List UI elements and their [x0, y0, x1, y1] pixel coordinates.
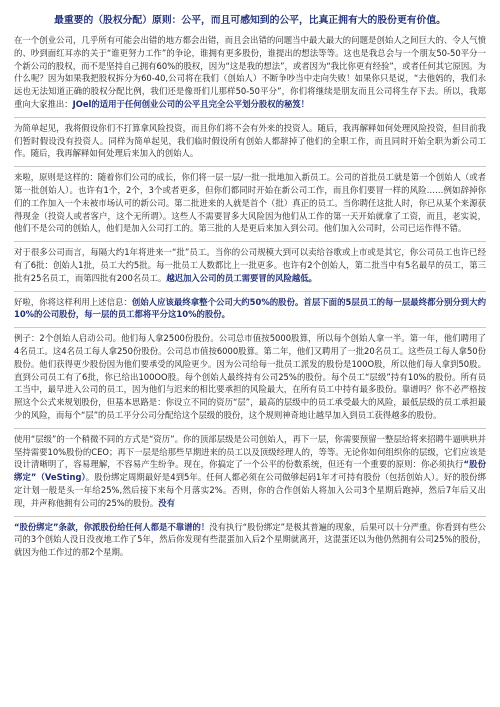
highlighted-text: 没有: [158, 497, 175, 508]
paragraph-divider: [14, 117, 486, 118]
highlighted-text: “股份绑定”（VeSting）: [14, 459, 486, 483]
paragraph: [14, 34, 486, 113]
body-text: 例子：2个创始人启动公司。他们每人拿2500份股份。公司总市值按5000股算，所以每个创始人拿一半。第一年，他们聘用了4名员工。这4名员工每人拿250份股份。公司总市值按6000股算。第二年，他们又聘用了一批20名员工。这些员工每人拿50份股份。他们获得更少股份因为他们要承受的风险更少。因为公司给每一批员工派发的股份是100O股，所以他们每人拿到50股。直到公司员工有了6批，你已给出100OO股。每个创始人最终持有公司25%的股份。每个员工“层级”持有10%的股份。所有员工当中，最早进入公司的员工，因为他们与迟来的相比要承担的风险最大，在所有员工中持有最多股份。靠谱吗？你不必严格按照这个公式来规划股份，但基本思路是：你设立不同的资历“层”，最高的层级中的员工承受最大的风险，最低层级的员工承担最少的风险，而每个“层”的员工平分公司分配给这个层级的股份，这个规则神奇地让越早加入到员工获得越多的股份。: [14, 333, 486, 420]
paragraph: [14, 246, 486, 286]
body-text: 在一个创业公司，几乎所有可能会出错的地方都会出错，而且会出错的问题当中最大最大的问题是创始人之间巨大的、令人气愤的、吵到面红耳赤的关于“谁更努力工作”的争论，谁拥有更多股份，谁提出的想法等等。这也是我总会与一个朋友50-50平分一个新公司的股权，而不是坚持自己拥有60%的股权，因为“这是我的想法”，或者因为“我比你更有经验”，或者任何其它原因。为什么呢？因为如果我把股权拆分为60-40,公司将在我们（创始人）不断争吵当中走向失败！如果你只是说，“去他妈的，我们永远也无法知道正确的股权分配比例，我们还是像哥们儿那样50-50平分”，你们将继续是朋友而且公司将生存下去。所以，我郑重向大家推出：: [14, 35, 486, 109]
document-body: [14, 34, 486, 561]
page-title: 最重要的（股权分配）原则：公平，而且可感知到的公平，比真正拥有大的股份更有价值。: [54, 15, 446, 26]
paragraph-divider: [14, 291, 486, 292]
highlighted-text: JOel的适用于任何创业公司的公平且完全公平划分股权的秘笈！: [72, 98, 310, 109]
paragraph-divider: [14, 166, 486, 167]
body-text: 对于很多公司而言，每隔大约1年将进来一“批”员工。当你的公司规模大到可以卖给谷歌或上市或是其它，你公司员工也许已经有了6批：创始人1批，员工大约5批。每一批员工人数都比上一批更多。也许有2个创始人，第二批当中有5名最早的员工，第三批有25名员工，而第四批有200名员工。: [14, 247, 486, 283]
body-text: 。股份绑定周期最好是4到5年。任何人都必须在公司做够起码1年才可持有股份（包括创始人）。好的股份绑定计划一般是头一年给25%,然后接下来每个月落实2%。否则，你的合作创始人将加入公司3个星期后跑掉，然后7年后又出现，并声称他拥有公司的25%的股份。: [14, 472, 486, 508]
paragraph-divider: [14, 428, 486, 429]
body-text: 为简单起见，我将假设你们不打算拿风险投资，而且你们将不会有外来的投资人。随后，我再解释如何处理风险投资，但目前我们暂时假设没有投资人。同样为简单起见，我们临时假设所有创始人都辞掉了他们的全职工作，而且同时开始全职为新公司工作。随后，我再解释如何处理后来加入的创始人。: [14, 122, 486, 159]
highlighted-text: 创始人应该最终拿整个公司大约50%的股份。首层下面的5层员工的每一层最终都分别分到大约10%的公司股份，每一层的员工都将平分这10%的股份。: [14, 296, 487, 320]
paragraph: [14, 433, 486, 512]
highlighted-text: 越迟加入公司的员工需要冒的风险越低。: [166, 272, 318, 283]
paragraph: [14, 521, 486, 561]
paragraph: [14, 122, 486, 162]
paragraph-divider: [14, 327, 486, 328]
body-text: 来啦，原则是这样的：随着你们公司的成长，你们将一层一层/一批一批地加入新员工。公司的首批员工就是第一个创始人（或者第一批创始人）。也许有1个，2个，3个或者更多，但你们都同时开始在新公司工作，而且你们要冒一样的风险……例如辞掉你们的工作加入一个未被市场认可的新公司。第二批进来的人就是首个（批）真正的员工。当你聘任这批人时，你已从某个来源获得现金（投资人或者客户，这个无所谓）。这些人不需要冒多大风险因为他们从工作的第一天开始就拿了工资，而且，老实说，他们不是公司的创始人，他们是加入公司打工的。第三批的人是更后来加入到公司。他们加入公司时，公司已运作得不错。: [14, 172, 486, 234]
body-text: 使用“层级”的一个稍微不同的方式是“资历”。你的顶部层级是公司创始人，再下一层，你需要预留一整层给将来招聘牛逼哄哄并坚持需要10%股份的CEO；再下一层是给那些早期进来的员工以及顶级经理人的，等等。无论你如何组织你的层级，它们应该是设计清晰明了，容易理解，不容易产生纷争。现在，你搞定了一个公平的份数系统，但还有一个重要的原则：你必须执行: [14, 433, 486, 470]
paragraph-divider: [14, 241, 486, 242]
body-text: 好啦，你将这样利用上述信息：: [14, 296, 132, 307]
paragraph-divider: [14, 516, 486, 517]
paragraph: [14, 296, 486, 324]
highlighted-text: “股份绑定”条款，你派股份给任何人都是不靠谱的！: [14, 521, 210, 532]
body-text: 没有执行“股份绑定”是极其普遍的现象，后果可以十分严重。你看到有些公司的3个创始人没日没夜地工作了5年，然后你发现有些混蛋加入后2个星期就离开，这混蛋还以为他仍然拥有公司25%的股份，就因为他工作过的那2个星期。: [14, 521, 486, 558]
paragraph: [14, 332, 486, 424]
paragraph: [14, 171, 486, 237]
